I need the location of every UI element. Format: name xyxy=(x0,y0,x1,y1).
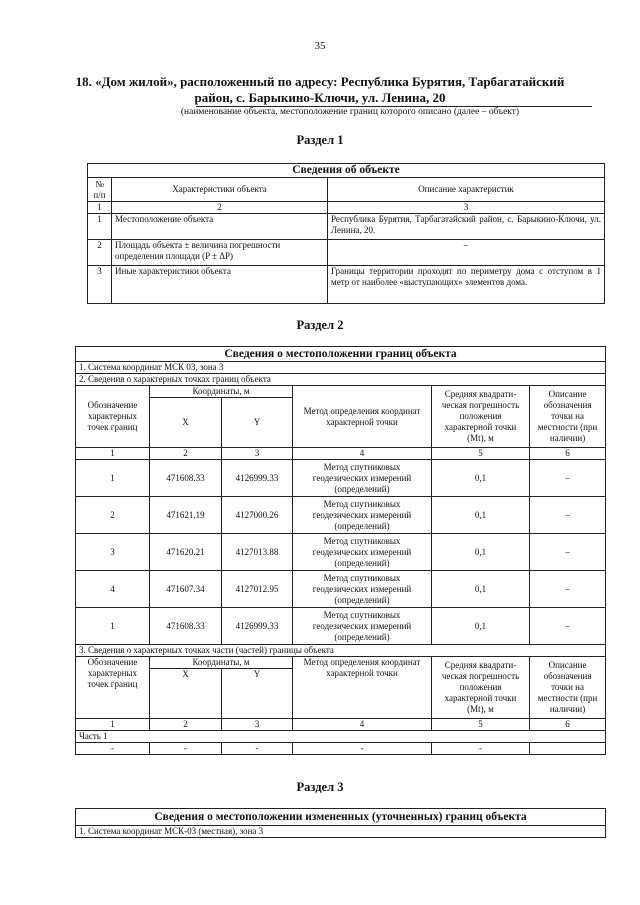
column-number: 6 xyxy=(530,448,606,460)
object-heading xyxy=(60,74,580,106)
coordinate-system: 1. Система координат МСК 03, зона 3 xyxy=(76,362,606,374)
table-row xyxy=(88,240,605,266)
boundary-location-table xyxy=(75,346,606,755)
part-label: Часть 1 xyxy=(76,731,606,743)
point-y: 4127012.95 xyxy=(222,571,293,608)
table-row xyxy=(76,608,606,645)
header-coordinates: Координаты, м xyxy=(150,386,293,398)
column-number: 4 xyxy=(293,448,432,460)
part-cell: - xyxy=(432,743,530,755)
page-number: 35 xyxy=(314,40,326,52)
point-x: 471620.21 xyxy=(150,534,222,571)
column-number: 3 xyxy=(222,448,293,460)
points-subtitle: 2. Сведения о характерных точках границ объекта xyxy=(76,374,606,386)
header-designation: Обозначение характерных точек границ xyxy=(76,657,150,719)
object-info-table xyxy=(87,163,605,304)
point-id: 1 xyxy=(76,460,150,497)
row-number: 2 xyxy=(88,240,112,266)
coordinate-system: 1. Система координат МСК-03 (местная), зона 3 xyxy=(76,826,606,838)
table-row xyxy=(88,214,605,240)
header-x: X xyxy=(150,398,222,448)
row-number: 1 xyxy=(88,214,112,240)
point-y: 4127000.26 xyxy=(222,497,293,534)
point-method: Метод спутниковых геодезических измерений (определений) xyxy=(293,608,432,645)
column-number: 3 xyxy=(328,202,605,214)
point-method: Метод спутниковых геодезических измерений (определений) xyxy=(293,534,432,571)
table-row xyxy=(88,266,605,304)
column-number: 3 xyxy=(222,719,293,731)
header-description: Описание характеристик xyxy=(328,178,605,202)
header-x: X xyxy=(150,669,222,719)
column-number: 5 xyxy=(432,719,530,731)
header-designation: Обозначение характерных точек границ xyxy=(76,386,150,448)
header-error: Средняя квадрати-ческая погрешность положения характерной точки (Mt), м xyxy=(432,657,530,719)
column-number: 6 xyxy=(530,719,606,731)
section-3-title: Раздел 3 xyxy=(296,780,344,794)
point-id: 4 xyxy=(76,571,150,608)
header-point-description: Описание обозначения точки на местности (при наличии) xyxy=(530,386,606,448)
point-description: – xyxy=(530,460,606,497)
header-y: Y xyxy=(222,398,293,448)
point-method: Метод спутниковых геодезических измерений (определений) xyxy=(293,571,432,608)
point-x: 471621.19 xyxy=(150,497,222,534)
header-error: Средняя квадрати-ческая погрешность положения характерной точки (Mt), м xyxy=(432,386,530,448)
parts-subtitle: 3. Сведения о характерных точках части (частей) границы объекта xyxy=(76,645,606,657)
column-number: 1 xyxy=(76,719,150,731)
column-number: 2 xyxy=(150,448,222,460)
header-coordinates: Координаты, м xyxy=(150,657,293,669)
point-error: 0,1 xyxy=(432,571,530,608)
row-description: Границы территории проходят по периметру дома с отступом в 1 метр от наиболее «выступающих» элементов дома. xyxy=(328,266,605,304)
heading-caption: (наименование объекта, местоположение границ которого описано (далее – объект) xyxy=(180,107,520,117)
point-method: Метод спутниковых геодезических измерений (определений) xyxy=(293,497,432,534)
point-method: Метод спутниковых геодезических измерений (определений) xyxy=(293,460,432,497)
row-description: Республика Бурятия, Тарбагатайский район, с. Барыкино-Ключи, ул. Ленина, 20. xyxy=(328,214,605,240)
column-number: 1 xyxy=(76,448,150,460)
header-characteristic: Характеристики объекта xyxy=(112,178,328,202)
point-description: – xyxy=(530,534,606,571)
point-error: 0,1 xyxy=(432,608,530,645)
row-description: – xyxy=(328,240,605,266)
point-x: 471607.34 xyxy=(150,571,222,608)
section-1-title: Раздел 1 xyxy=(296,133,344,147)
row-characteristic: Иные характеристики объекта xyxy=(112,266,328,304)
point-error: 0,1 xyxy=(432,497,530,534)
table-row xyxy=(76,743,606,755)
part-cell: - xyxy=(293,743,432,755)
part-cell: - xyxy=(150,743,222,755)
row-characteristic: Местоположение объекта xyxy=(112,214,328,240)
point-y: 4127013.88 xyxy=(222,534,293,571)
part-cell: - xyxy=(222,743,293,755)
point-description: – xyxy=(530,497,606,534)
row-characteristic: Площадь объекта ± величина погрешности определения площади (P ± ΔP) xyxy=(112,240,328,266)
table-row xyxy=(76,497,606,534)
column-number: 1 xyxy=(88,202,112,214)
column-number: 2 xyxy=(112,202,328,214)
boundary-table-title: Сведения о местоположении границ объекта xyxy=(76,347,606,362)
header-number: № п/п xyxy=(88,178,112,202)
section-2-title: Раздел 2 xyxy=(296,318,344,332)
column-number: 4 xyxy=(293,719,432,731)
changed-boundaries-title: Сведения о местоположении измененных (уточненных) границ объекта xyxy=(76,809,606,826)
object-info-table-title: Сведения об объекте xyxy=(88,164,605,178)
point-id: 3 xyxy=(76,534,150,571)
point-description: – xyxy=(530,608,606,645)
header-method: Метод определения координат характерной точки xyxy=(293,657,432,719)
table-row xyxy=(76,534,606,571)
column-number: 2 xyxy=(150,719,222,731)
table-row xyxy=(76,571,606,608)
point-description: – xyxy=(530,571,606,608)
changed-boundaries-table xyxy=(75,808,606,838)
table-row xyxy=(76,460,606,497)
part-cell xyxy=(530,743,606,755)
point-x: 471608.33 xyxy=(150,460,222,497)
point-error: 0,1 xyxy=(432,460,530,497)
heading-line-1: 18. «Дом жилой», расположенный по адресу: Республика Бурятия, Тарбагатайский xyxy=(75,74,565,89)
header-y: Y xyxy=(222,669,293,719)
point-id: 1 xyxy=(76,608,150,645)
column-number: 5 xyxy=(432,448,530,460)
header-method: Метод определения координат характерной точки xyxy=(293,386,432,448)
point-x: 471608.33 xyxy=(150,608,222,645)
point-y: 4126999.33 xyxy=(222,608,293,645)
header-point-description: Описание обозначения точки на местности (при наличии) xyxy=(530,657,606,719)
row-number: 3 xyxy=(88,266,112,304)
point-y: 4126999.33 xyxy=(222,460,293,497)
point-id: 2 xyxy=(76,497,150,534)
heading-line-2: район, с. Барыкино-Ключи, ул. Ленина, 20 xyxy=(194,90,446,105)
part-cell: - xyxy=(76,743,150,755)
point-error: 0,1 xyxy=(432,534,530,571)
